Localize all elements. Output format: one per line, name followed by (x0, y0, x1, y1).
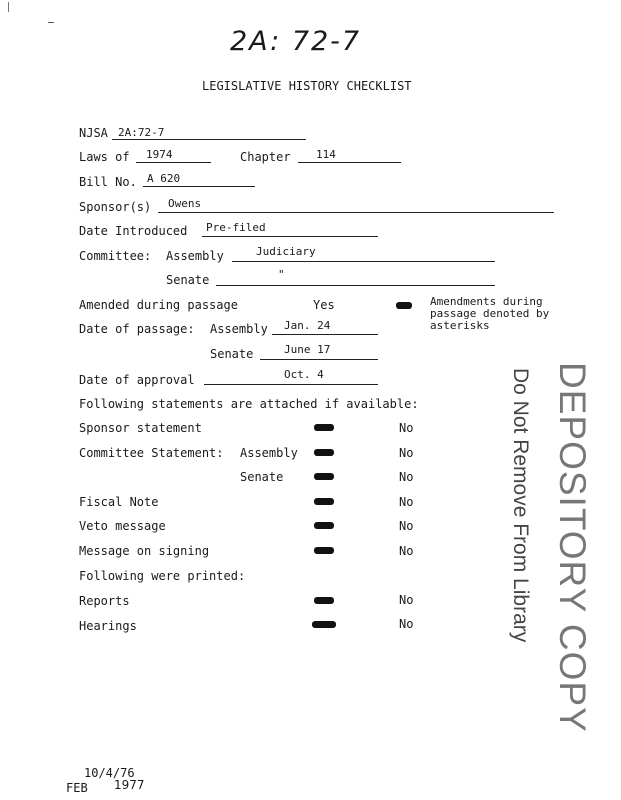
date-approval-line (204, 384, 378, 385)
committee-assembly-no: No (399, 446, 414, 460)
footer-date: 10/4/76 (84, 766, 135, 780)
date-approval-value: Oct. 4 (284, 368, 324, 381)
date-introduced-line (202, 236, 378, 237)
amended-mark-icon (396, 302, 412, 309)
fiscal-note-mark-icon (314, 498, 334, 505)
committee-statement-label: Committee Statement: (79, 446, 224, 460)
message-signing-label: Message on signing (79, 544, 210, 558)
committee-senate-no: No (399, 470, 414, 484)
footer-year: 1977 (114, 778, 145, 792)
passage-assembly-label: Assembly (210, 322, 268, 336)
committee-senate-mark-icon (314, 473, 334, 480)
njsa-line (112, 139, 306, 140)
amendments-note-1: Amendments during (430, 295, 543, 308)
passage-assembly-value: Jan. 24 (284, 319, 331, 332)
date-passage-label: Date of passage: (79, 322, 195, 336)
bill-value: A 620 (147, 172, 181, 185)
committee-senate-line (216, 285, 495, 286)
fiscal-note-no: No (399, 495, 414, 509)
reports-mark-icon (314, 597, 334, 604)
sponsor-statement-no: No (399, 421, 414, 435)
laws-of-value: 1974 (146, 148, 173, 161)
committee-senate-label: Senate (166, 273, 210, 287)
committee-statement-senate-label: Senate (240, 470, 284, 484)
njsa-value: 2A:72-7 (118, 126, 165, 139)
message-signing-mark-icon (314, 547, 334, 554)
passage-senate-label: Senate (210, 347, 254, 361)
passage-senate-value: June 17 (284, 343, 331, 356)
amended-value: Yes (313, 298, 335, 312)
veto-message-no: No (399, 519, 414, 533)
margin-mark (48, 22, 54, 24)
date-introduced-label: Date Introduced (79, 224, 188, 238)
passage-senate-line (260, 359, 378, 360)
sponsor-value: Owens (168, 197, 202, 210)
amendments-note-3: asterisks (430, 319, 490, 332)
veto-message-mark-icon (314, 522, 334, 529)
sponsor-statement-mark-icon (314, 424, 334, 431)
veto-message-label: Veto message (79, 519, 166, 533)
page-title: LEGISLATIVE HISTORY CHECKLIST (202, 79, 412, 93)
passage-assembly-line (272, 334, 378, 335)
chapter-label: Chapter (240, 150, 291, 164)
statements-heading: Following statements are attached if available: (79, 397, 419, 411)
message-signing-no: No (399, 544, 414, 558)
reports-label: Reports (79, 594, 130, 608)
printed-heading: Following were printed: (79, 569, 246, 583)
chapter-line (298, 162, 401, 163)
committee-assembly-mark-icon (314, 449, 334, 456)
laws-of-label: Laws of (79, 150, 130, 164)
committee-assembly-value: Judiciary (256, 245, 316, 258)
amendments-note-2: passage denoted by (430, 307, 550, 320)
committee-senate-value: " (278, 268, 285, 281)
laws-of-line (136, 162, 211, 163)
sponsor-statement-label: Sponsor statement (79, 421, 202, 435)
bill-line (143, 186, 255, 187)
hearings-label: Hearings (79, 619, 137, 633)
chapter-value: 114 (316, 148, 336, 161)
reports-no: No (399, 593, 414, 607)
do-not-remove-stamp: Do Not Remove From Library (509, 368, 532, 643)
hearings-mark-icon (312, 621, 336, 628)
committee-assembly-label: Assembly (166, 249, 224, 263)
hearings-no: No (399, 617, 414, 631)
amended-label: Amended during passage (79, 298, 238, 312)
margin-mark (8, 2, 11, 12)
committee-label: Committee: (79, 249, 152, 263)
committee-statement-assembly-label: Assembly (240, 446, 298, 460)
sponsor-line (158, 212, 554, 213)
footer-month: FEB (66, 781, 88, 795)
date-approval-label: Date of approval (79, 373, 195, 387)
njsa-label: NJSA (79, 126, 108, 140)
depository-stamp: DEPOSITORY COPY (552, 362, 593, 733)
handwritten-title: 2A: 72-7 (230, 26, 362, 57)
date-introduced-value: Pre-filed (206, 221, 266, 234)
sponsor-label: Sponsor(s) (79, 200, 152, 214)
bill-label: Bill No. (79, 175, 137, 189)
committee-assembly-line (232, 261, 495, 262)
fiscal-note-label: Fiscal Note (79, 495, 159, 509)
